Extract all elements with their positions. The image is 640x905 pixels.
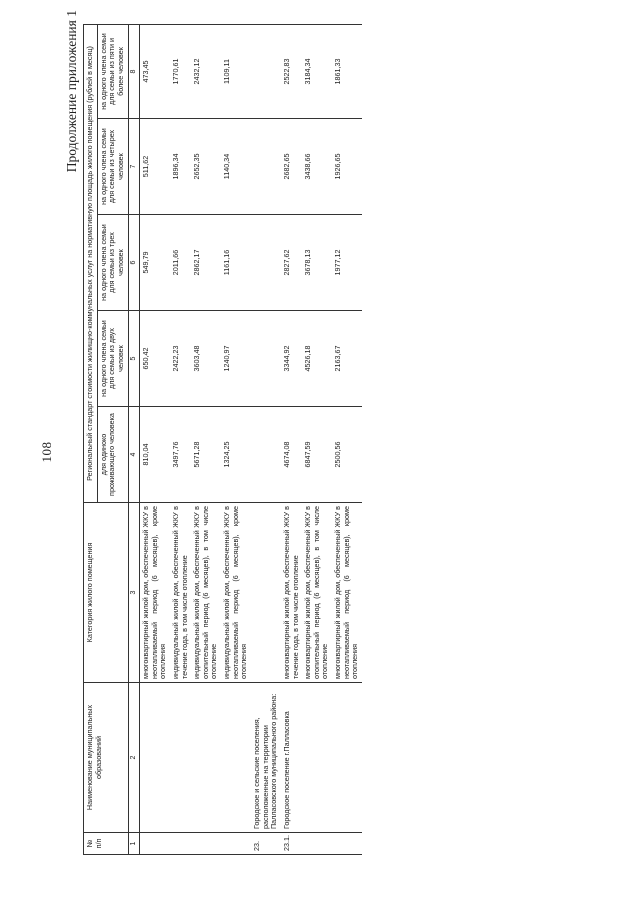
column-number: 1 bbox=[128, 833, 139, 855]
table-row bbox=[170, 24, 191, 854]
column-number: 5 bbox=[128, 311, 139, 407]
row-no bbox=[170, 833, 191, 855]
row-no: 23.1. bbox=[281, 833, 302, 855]
value-cell: 549,79 bbox=[139, 215, 169, 311]
value-cell: 1861,33 bbox=[332, 24, 362, 118]
row-category: индивидуальный жилой дом, обеспеченный ЖКУ в течение года, в том числе отопление bbox=[170, 503, 191, 683]
value-cell: 2522,83 bbox=[281, 24, 302, 118]
value-cell: 3184,34 bbox=[302, 24, 332, 118]
row-no bbox=[332, 833, 362, 855]
value-cell: 2500,56 bbox=[332, 407, 362, 503]
row-name bbox=[302, 683, 332, 833]
row-name bbox=[139, 683, 169, 833]
value-cell bbox=[251, 407, 281, 503]
row-category: многоквартирный жилой дом, обеспеченный ЖКУ в отопительный период (6 месяцев), в том числе отопление bbox=[302, 503, 332, 683]
value-cell: 2652,35 bbox=[191, 119, 221, 215]
row-name: Городское и сельские поселения, расположенные на территории Палласовского муниципального района: bbox=[251, 683, 281, 833]
value-cell: 4674,08 bbox=[281, 407, 302, 503]
subheader-family-2: на одного члена семьи для семьи из двух человек bbox=[97, 311, 128, 407]
row-name bbox=[221, 683, 251, 833]
value-cell: 1161,16 bbox=[221, 215, 251, 311]
header-no: № п/п bbox=[84, 833, 129, 855]
appendix-title: Продолжение приложения 1 bbox=[64, 10, 79, 173]
column-number: 6 bbox=[128, 215, 139, 311]
value-cell: 4526,18 bbox=[302, 311, 332, 407]
value-cell: 650,42 bbox=[139, 311, 169, 407]
subheader-family-4: на одного члена семьи для семьи из четырех человек bbox=[97, 119, 128, 215]
column-number: 3 bbox=[128, 503, 139, 683]
row-no bbox=[302, 833, 332, 855]
value-cell: 3497,76 bbox=[170, 407, 191, 503]
column-number: 7 bbox=[128, 119, 139, 215]
row-no bbox=[221, 833, 251, 855]
value-cell: 1109,11 bbox=[221, 24, 251, 118]
value-cell: 1926,65 bbox=[332, 119, 362, 215]
table-row bbox=[191, 24, 221, 854]
table-row bbox=[251, 24, 281, 854]
header-name: Наименование муниципальных образований bbox=[84, 683, 129, 833]
page-number: 108 bbox=[39, 441, 54, 463]
value-cell: 1140,34 bbox=[221, 119, 251, 215]
row-name bbox=[170, 683, 191, 833]
value-cell bbox=[251, 311, 281, 407]
header-category: Категория жилого помещения bbox=[84, 503, 129, 683]
value-cell: 2011,66 bbox=[170, 215, 191, 311]
row-category bbox=[251, 503, 281, 683]
value-cell bbox=[251, 24, 281, 118]
value-cell: 6847,59 bbox=[302, 407, 332, 503]
row-no bbox=[191, 833, 221, 855]
row-name bbox=[191, 683, 221, 833]
value-cell: 3438,66 bbox=[302, 119, 332, 215]
column-number: 2 bbox=[128, 683, 139, 833]
value-cell: 810,04 bbox=[139, 407, 169, 503]
table-row bbox=[281, 24, 302, 854]
value-cell: 2163,67 bbox=[332, 311, 362, 407]
value-cell: 1240,97 bbox=[221, 311, 251, 407]
value-cell: 2862,17 bbox=[191, 215, 221, 311]
value-cell: 2682,65 bbox=[281, 119, 302, 215]
value-cell: 3678,13 bbox=[302, 215, 332, 311]
row-category: многоквартирный жилой дом, обеспеченный ЖКУ в течение года, в том числе отопление bbox=[281, 503, 302, 683]
subheader-single: для одиноко проживающего человека bbox=[97, 407, 128, 503]
header-standard: Региональный стандарт стоимости жилищно-коммунальных услуг на нормативную площадь жилого помещения (рублей в месяц) bbox=[84, 24, 98, 502]
column-number: 4 bbox=[128, 407, 139, 503]
value-cell: 473,45 bbox=[139, 24, 169, 118]
table-row bbox=[332, 24, 362, 854]
row-category: многоквартирный жилой дом, обеспеченный ЖКУ в неотапливаемый период (6 месяцев), кроме отопления bbox=[139, 503, 169, 683]
rotated-page-content bbox=[50, 0, 640, 905]
column-number: 8 bbox=[128, 24, 139, 118]
value-cell bbox=[251, 119, 281, 215]
value-cell: 3344,92 bbox=[281, 311, 302, 407]
value-cell: 2827,62 bbox=[281, 215, 302, 311]
value-cell: 1324,25 bbox=[221, 407, 251, 503]
header-row bbox=[84, 24, 98, 854]
subheader-family-5: на одного члена семьи для семьи из пяти и более человек bbox=[97, 24, 128, 118]
value-cell: 3603,48 bbox=[191, 311, 221, 407]
value-cell: 1896,34 bbox=[170, 119, 191, 215]
row-category: многоквартирный жилой дом, обеспеченный ЖКУ в неотапливаемый период (6 месяцев), кроме отопления bbox=[332, 503, 362, 683]
standard-table bbox=[83, 24, 362, 855]
value-cell bbox=[251, 215, 281, 311]
table-row bbox=[221, 24, 251, 854]
row-no: 23. bbox=[251, 833, 281, 855]
value-cell: 2422,23 bbox=[170, 311, 191, 407]
row-category: индивидуальный жилой дом, обеспеченный ЖКУ в отопительный период (6 месяцев), в том числе отопление bbox=[191, 503, 221, 683]
row-no bbox=[139, 833, 169, 855]
value-cell: 1977,12 bbox=[332, 215, 362, 311]
value-cell: 1770,61 bbox=[170, 24, 191, 118]
value-cell: 511,62 bbox=[139, 119, 169, 215]
row-name bbox=[332, 683, 362, 833]
row-name: Городское поселение г.Палласовка bbox=[281, 683, 302, 833]
table-row bbox=[302, 24, 332, 854]
value-cell: 5671,28 bbox=[191, 407, 221, 503]
column-number-row bbox=[128, 24, 139, 854]
table-row bbox=[139, 24, 169, 854]
value-cell: 2432,12 bbox=[191, 24, 221, 118]
row-category: индивидуальный жилой дом, обеспеченный ЖКУ в неотапливаемый период (6 месяцев), кроме отопления bbox=[221, 503, 251, 683]
subheader-family-3: на одного члена семьи для семьи из трех человек bbox=[97, 215, 128, 311]
